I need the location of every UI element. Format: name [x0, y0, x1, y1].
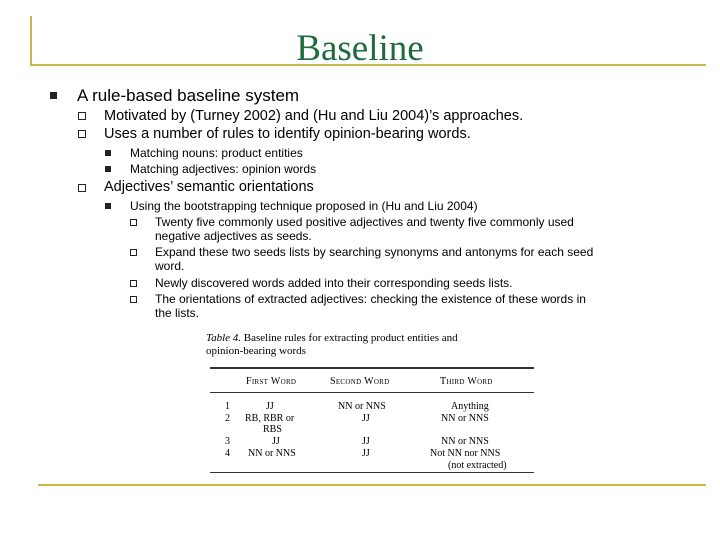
- slide-title: Baseline: [296, 28, 424, 69]
- bullet-level4: Twenty five commonly used positive adjectives and twenty five commonly used: [155, 215, 574, 229]
- table-cell: 2: [225, 413, 230, 424]
- table-header-rule: [210, 392, 534, 393]
- table-caption: [206, 332, 536, 358]
- bullet-level4-cont: word.: [155, 259, 185, 273]
- table-caption-label: Table 4.: [206, 332, 242, 344]
- table-top-rule: [210, 367, 534, 369]
- table-cell: NN or NNS: [338, 401, 386, 412]
- bullet-level4-cont: negative adjectives as seeds.: [155, 229, 312, 243]
- table-bottom-rule: [210, 472, 534, 473]
- table-cell: Not NN nor NNS: [430, 448, 501, 459]
- table-cell: NN or NNS: [248, 448, 296, 459]
- table-cell: JJ: [266, 401, 274, 412]
- bullet-level2: Motivated by (Turney 2002) and (Hu and Liu 2004)’s approaches.: [104, 108, 524, 124]
- bullet-hollow-square-icon: [78, 130, 86, 138]
- bullet-level4: The orientations of extracted adjectives: checking the existence of these words in: [155, 292, 586, 306]
- bullet-square-icon: [105, 166, 111, 172]
- bullet-hollow-square-icon: [130, 280, 137, 287]
- table-cell: RB, RBR or: [245, 413, 295, 424]
- table-cell: NN or NNS: [441, 436, 489, 447]
- bullet-level2: Uses a number of rules to identify opinion-bearing words.: [104, 126, 471, 142]
- bullet-hollow-square-icon: [130, 249, 137, 256]
- table-cell: 3: [225, 436, 230, 447]
- bullet-square-icon: [50, 92, 57, 99]
- table-header-second-word: Second Word: [330, 376, 390, 387]
- table-header-first-word: First Word: [246, 376, 297, 387]
- bullet-square-icon: [105, 203, 111, 209]
- bullet-level4-cont: the lists.: [155, 306, 200, 320]
- table-cell: JJ: [272, 436, 280, 447]
- bullet-level1: A rule-based baseline system: [77, 86, 300, 105]
- bullet-level4: Expand these two seeds lists by searching synonyms and antonyms for each seed: [155, 245, 594, 259]
- table-cell: JJ: [362, 448, 370, 459]
- bullet-level3: Matching adjectives: opinion words: [130, 162, 317, 176]
- table-cell: JJ: [362, 413, 370, 424]
- bullet-level2: Adjectives’ semantic orientations: [104, 179, 314, 195]
- table-cell: (not extracted): [448, 460, 507, 471]
- bullet-hollow-square-icon: [78, 184, 86, 192]
- bullet-hollow-square-icon: [78, 112, 86, 120]
- bullet-hollow-square-icon: [130, 219, 137, 226]
- table-header-third-word: Third Word: [440, 376, 493, 387]
- table-cell: 1: [225, 401, 230, 412]
- bullet-level4: Newly discovered words added into their corresponding seeds lists.: [155, 276, 513, 290]
- bullet-level3: Matching nouns: product entities: [130, 146, 303, 160]
- table-cell: RBS: [263, 424, 282, 435]
- bullet-hollow-square-icon: [130, 296, 137, 303]
- frame-bottom-line: [38, 484, 706, 486]
- table-caption-line2: opinion-bearing words: [206, 345, 306, 357]
- table-cell: Anything: [451, 401, 489, 412]
- table-caption-line1: Baseline rules for extracting product entities and: [243, 332, 458, 344]
- bullet-square-icon: [105, 150, 111, 156]
- table-cell: JJ: [362, 436, 370, 447]
- table-cell: NN or NNS: [441, 413, 489, 424]
- bullet-level3: Using the bootstrapping technique proposed in (Hu and Liu 2004): [130, 199, 478, 213]
- table-cell: 4: [225, 448, 230, 459]
